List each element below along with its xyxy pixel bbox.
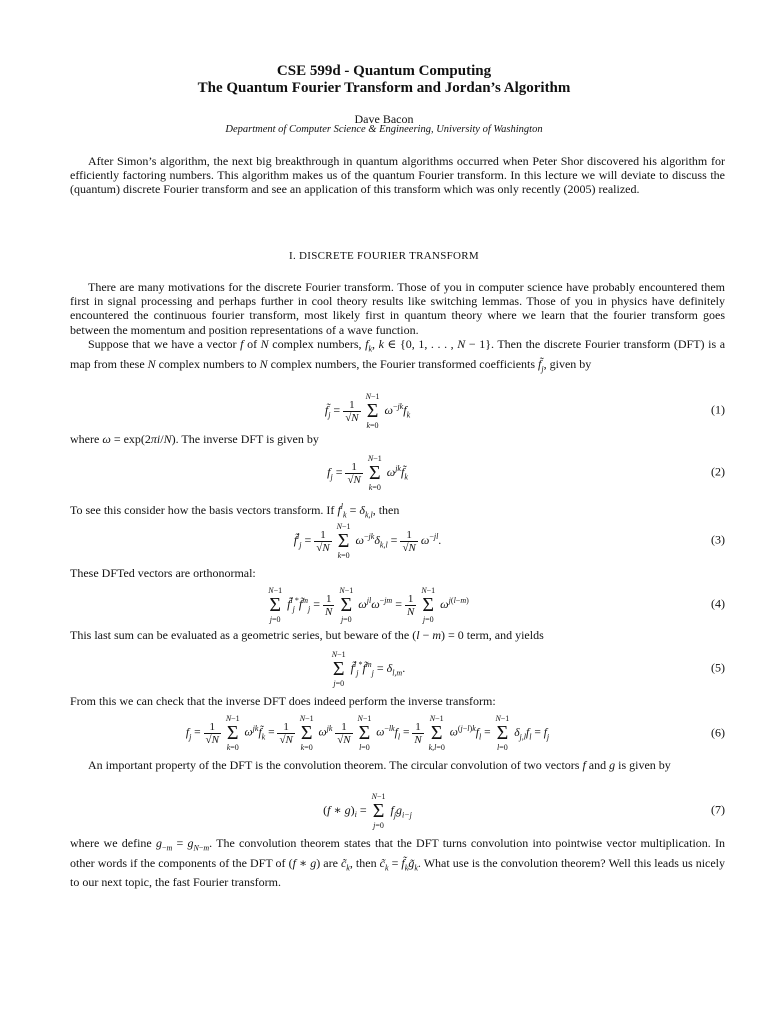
equation-4: N−1 Σ j=0 f̃$^l_j$*f̃$^m_j$ = $\frac{1}{N}$ N−1 Σ j=0 $\omega^{jl}\omega^{-jm}$ = $\frac{1}{N}$ N−1 Σ j=0 $\omega^{j(l-m)}$ (4) <box>268 586 725 624</box>
text-after-eq1: where ω = exp(2πi/N). The inverse DFT is given by <box>70 432 319 446</box>
equation-number: (7) <box>711 802 725 817</box>
paragraph-convolution: An important property of the DFT is the convolution theorem. The circular convolution of two vectors f and g is given by <box>88 758 671 772</box>
equation-3: f̃$^l_j$ = $\frac{1}{√N}$ N−1 Σ k=0 $\omega^{-jk}\delta_{k,l}$ = $\frac{1}{√N}$ $\omega^{-jl}$. (3) <box>293 522 725 560</box>
equation-number: (1) <box>711 402 725 417</box>
equation-number: (2) <box>711 464 725 479</box>
text-after-eq3: These DFTed vectors are orthonormal: <box>70 566 256 580</box>
text-after-eq2: To see this consider how the basis vectors transform. If $f^l_k = \delta_{k,l}$, then <box>70 502 400 520</box>
equation-number: (4) <box>711 596 725 611</box>
paper-title-line2: The Quantum Fourier Transform and Jordan’s Algorithm <box>197 80 571 96</box>
section-heading: I. DISCRETE FOURIER TRANSFORM <box>288 250 480 262</box>
equation-1: $f̃_j$ = $\frac{1}{√N}$ N−1 Σ k=0 $\omega^{-jk}f_k$ (1) <box>324 392 725 430</box>
paragraph-motivation: There are many motivations for the discrete Fourier transform. Those of you in computer science have probably encountered them first in signal processing and perhaps further in cool theory results like switching lemmas. Those of you in physics have definitely encountered the continuous fourier transform, most likely first in quantum theory where we learn that the fourier transform goes between the momentum and position representations of a wave function. <box>70 280 725 337</box>
equation-6: $f_j$ = $\frac{1}{√N}$ N−1 Σ k=0 $\omega^{jk}f̃_k$ = $\frac{1}{√N}$ N−1 Σ k=0 $\omega^{jk}$ $\frac{1}{√N}$ N−1 Σ l=0 $\omega^{-lk}f_l$ = $\frac{1}{N}$ N−1 Σ k,l=0 $\omega^{(j-l)k}f_l$ = N−1 Σ l=0 $\delta_{j,l}f_l = f_j$ (6) <box>185 714 725 752</box>
equation-7: (f ∗ $g)_i$ = N−1 Σ j=0 $f_jg_{i-j}$ (7) <box>323 792 725 830</box>
text-after-eq4: This last sum can be evaluated as a geometric series, but beware of the (l − m) = 0 term, and yields <box>70 628 544 642</box>
abstract: After Simon’s algorithm, the next big breakthrough in quantum algorithms occurred when Peter Shor discovered his algorithm for efficiently factoring numbers. This algorithm makes us of the quantum Fourier transform. In this lecture we will deviate to discuss the (quantum) discrete Fourier transform and see an application of this transform which was only recently (2005) realized. <box>70 154 725 197</box>
equation-number: (3) <box>711 532 725 547</box>
author-name: Dave Bacon <box>354 112 414 126</box>
text-after-eq5: From this we can check that the inverse DFT does indeed perform the inverse transform: <box>70 694 496 708</box>
author-affiliation: Department of Computer Science & Engineering, University of Washington <box>225 124 543 135</box>
equation-5: N−1 Σ j=0 f̃$^l_j$*f̃$^m_j$ = $\delta_{l,m}$. (5) <box>331 650 725 688</box>
equation-2: $f_j$ = $\frac{1}{√N}$ N−1 Σ k=0 $\omega^{jk}f̃_k$ (2) <box>327 454 725 492</box>
equation-number: (5) <box>711 660 725 675</box>
paragraph-dft-definition: Suppose that we have a vector f of N complex numbers, $f_k$, k ∈ {0, 1, . . . , N − 1}. Then the discrete Fourier transform (DFT) is a map from these N complex numbers to N complex numbers, the Fourier transformed coefficients $f̃_j$, given by <box>70 337 726 373</box>
equation-number: (6) <box>711 725 725 740</box>
paragraph-convolution-theorem: where we define $g_{-m} = g_{N-m}$. The convolution theorem states that the DFT turns convolution into pointwise vector multiplication. In other words if the components of the DFT of (f ∗ g) are $c̃_k$, then $c̃_k$ = $f̃_kg̃_k$. What use is the convolution theorem? Well this leads us nicely to our next topic, the fast Fourier transform. <box>70 836 726 890</box>
paper-title-line1: CSE 599d - Quantum Computing <box>276 63 492 79</box>
